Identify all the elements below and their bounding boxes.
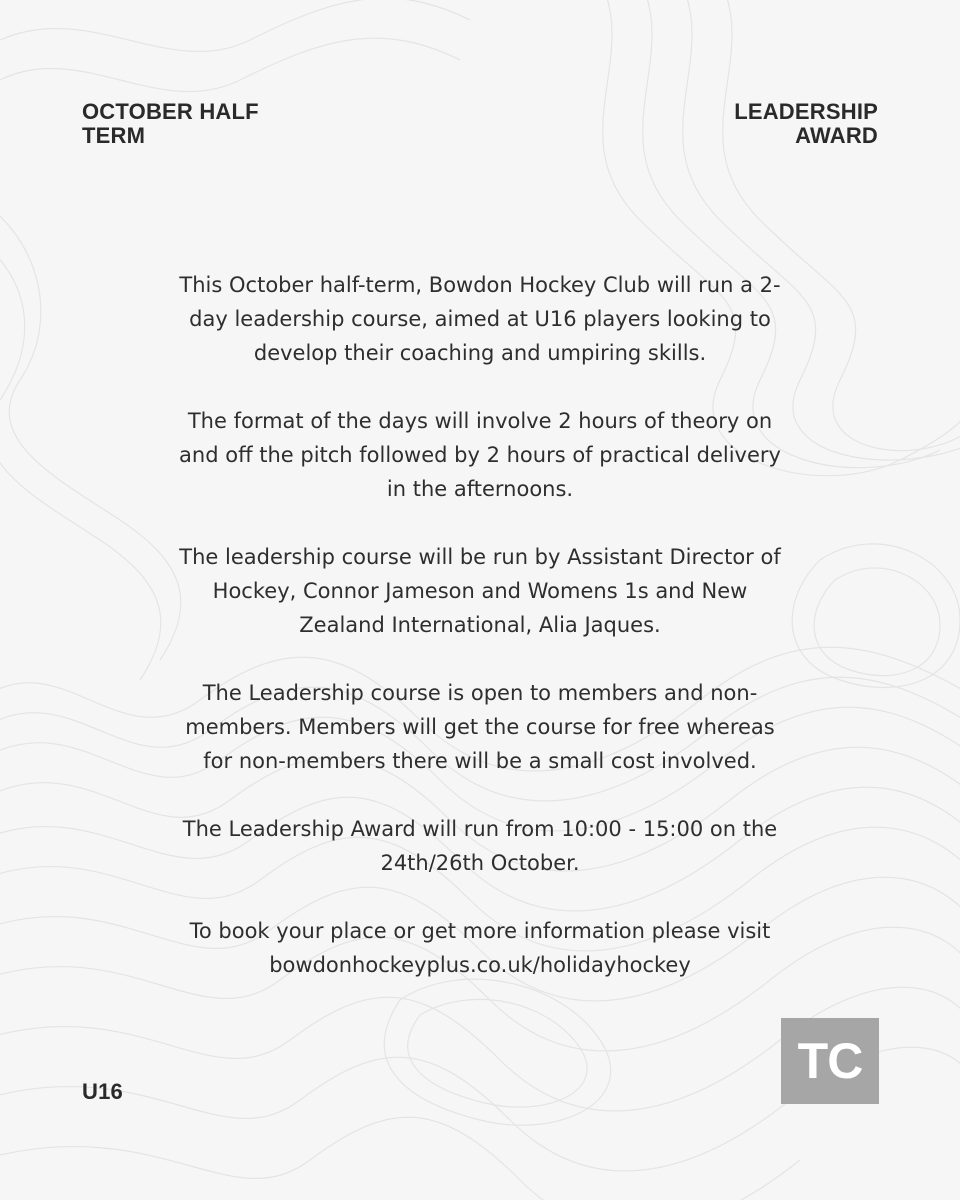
text-line: To book your place or get more information please visit — [189, 919, 771, 943]
text-line: Zealand International, Alia Jaques. — [299, 613, 661, 637]
booking-url: bowdonhockeyplus.co.uk/holidayhockey — [269, 953, 691, 977]
text-line: in the afternoons. — [386, 477, 574, 501]
text-line: This October half-term, Bowdon Hockey Club will run a 2- — [179, 273, 781, 297]
header-title-left — [82, 100, 259, 148]
paragraph-coaches — [150, 540, 810, 642]
header-left-line-2: TERM — [82, 123, 146, 148]
paragraph-format — [150, 404, 810, 506]
tc-logo — [781, 1018, 879, 1104]
age-group-label: U16 — [82, 1079, 123, 1104]
paragraph-schedule — [150, 812, 810, 880]
header-left-line-1: OCTOBER HALF — [82, 99, 259, 124]
text-line: for non-members there will be a small cost involved. — [203, 749, 757, 773]
text-line: day leadership course, aimed at U16 players looking to — [189, 307, 771, 331]
text-line: develop their coaching and umpiring skills. — [253, 341, 707, 365]
paragraph-eligibility — [150, 676, 810, 778]
text-line: The Leadership Award will run from 10:00 - 15:00 on the — [182, 817, 778, 841]
text-line: Hockey, Connor Jameson and Womens 1s and New — [212, 579, 748, 603]
tc-logo-text: TC — [797, 1033, 863, 1089]
text-line: members. Members will get the course for free whereas — [185, 715, 775, 739]
body-text — [150, 268, 810, 1016]
paragraph-booking — [150, 914, 810, 982]
header-right-line-2: AWARD — [795, 123, 878, 148]
text-line: The leadership course will be run by Assistant Director of — [179, 545, 781, 569]
paragraph-intro — [150, 268, 810, 370]
text-line: 24th/26th October. — [380, 851, 580, 875]
text-line: The Leadership course is open to members and non- — [202, 681, 758, 705]
text-line: The format of the days will involve 2 hours of theory on — [187, 409, 773, 433]
text-line: and off the pitch followed by 2 hours of practical delivery — [179, 443, 781, 467]
header-title-right — [734, 100, 878, 148]
header-right-line-1: LEADERSHIP — [734, 99, 878, 124]
